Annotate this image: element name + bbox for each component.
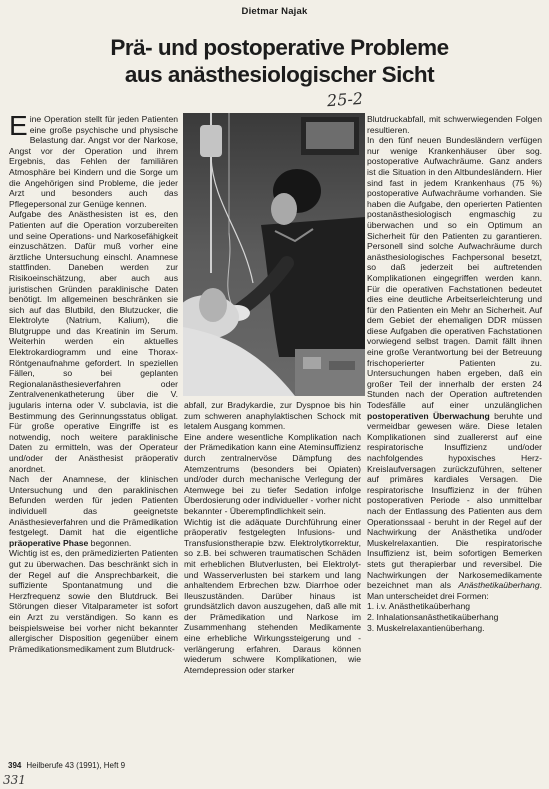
trolley-item <box>303 357 321 369</box>
nurse-face <box>271 193 297 225</box>
photo-nurse-with-patient <box>183 113 365 396</box>
middle-paragraph-1: abfall, zur Bradykardie, zur Dyspnoe bis hin zum schweren anaphylaktischen Schock mit letalem Ausgang kommen. <box>184 400 361 432</box>
right-paragraph-2-end: . Man unterscheidet drei Formen: <box>367 580 542 601</box>
right-paragraph-1: Blutdruckabfall, mit schwerwiegenden Folgen resultieren. <box>367 114 542 135</box>
handwritten-annotation-top: 25-2 <box>326 88 364 111</box>
author-name: Dietmar Najak <box>241 6 308 17</box>
monitor-screen <box>306 122 354 149</box>
bold-phrase-postoperative-monitoring: postoperativen Überwachung <box>367 410 490 421</box>
left-paragraph-1: Eine Operation stellt für jeden Patienten eine große psychische und physische Belastung dar. Angst vor der Narkose, Angst vor der Operation und ihrem Ergebnis, das Fehlen der familiären Atmosphäre bei Kindern und die Sorge um die Angehörigen sind Probleme, die jeder Arzt und besonders auch das Pflegepersonal zur Genüge kennen. <box>9 110 178 209</box>
page-number: 394 <box>8 761 22 770</box>
left-paragraph-3-text: Nach der Anamnese, der klinischen Untersuchung und den paraklinischen Befunden werden für jeden Patienten individuell das geeignetste Anästhesieverfahren und die Prämedikation festgelegt. Damit hat die eigentliche <box>9 474 178 538</box>
page-footer <box>8 761 125 771</box>
article-title-line-2: aus anästhesiologischer Sicht <box>124 62 435 87</box>
italic-term-anaesthetic-overhang: Anästhetikaüberhang <box>458 580 540 591</box>
article-title <box>0 34 549 88</box>
left-paragraph-2: Aufgabe des Anästhesisten ist es, den Patienten auf die Operation vorzubereiten und seine Operations- und Narkosefähigkeit einzuschätzen. Dafür muß vorher eine ärztliche Untersuchung einschl. Anamnese stattfinden. Daneben werden zur Risikoeinschätzung, aber auch aus juristischen Gründen paraklinische Daten benötigt. Im allgemeinen beschränken sie sich auf das Blutbild, den Blutzucker, die Elektrolyte (Natrium, Kalium), die Blutgruppe und das Kreatinin im Serum. Weiterhin werden ein aktuelles Elektrokardiogramm und eine Thorax-Röntgenaufnahme gefordert. In speziellen Fällen, so bei geplanten Regionalanästhesieverfahren oder Zentralvenenkatheterung über die V. jugularis interna oder V. subclavia, ist die Bestimmung des Gerinnungsstatus obligat. Für große operative Eingriffe ist es notwendig, noch weitere paraklinische Daten zu ermitteln, was der Operateur und/oder der Anästhesist präoperativ anordnet. <box>9 209 178 474</box>
right-paragraph-2 <box>367 135 542 601</box>
article-photo <box>183 113 365 396</box>
left-paragraph-4: Wichtig ist es, den prämedizierten Patienten gut zu überwachen. Das beschränkt sich in der Regel auf die Ansprechbarkeit, die suffiziente Spontanatmung und die Herzfrequenz sowie den Blutdruck. Bei Störungen dieser Vitalparameter ist sofort ein Arzt zu verständigen. So kann es beispielsweise bei vorher nicht bekannter allergischer Disposition gegenüber einem Prämedikationsmedikament zum Blutdruck- <box>9 548 178 654</box>
patient-head <box>199 288 227 322</box>
list-item: 3. Muskelrelaxantienüberhang. <box>367 622 485 633</box>
handwritten-annotation-bottom: 331 <box>3 773 26 787</box>
trolley-item-secondary <box>329 361 355 370</box>
left-paragraph-3 <box>9 474 178 548</box>
middle-paragraph-2: Eine andere wesentliche Komplikation nach der Prämedikation kann eine Ateminsuffizienz durch zentralnervöse Dämpfung des Atemzentrums (besonders bei Opiaten) und/oder durch mechanische Verlegung der Atemwege bei zu tiefer Sedation infolge Überdosierung oder individueller - vorher nicht bekannter - Überempfindlichkeit sein. <box>184 431 361 516</box>
list-item: 1. i.v. Anästhetikaüberhang <box>367 601 471 612</box>
journal-citation: Heilberufe 43 (1991), Heft 9 <box>26 761 126 770</box>
text-column-left <box>9 110 178 654</box>
text-column-right <box>367 114 542 633</box>
left-paragraph-3-end: begonnen. <box>88 537 132 548</box>
middle-paragraph-3: Wichtig ist die adäquate Durchführung einer präoperativ festgelegten Infusions- und Transfusionstherapie bzw. Elektrolytkorrektur, so z.B. bei schweren traumatischen Schäden mit erheblichen Blutverlusten, bei Elektrolyt- und Wasserverlusten bei starkem und lang anhaltendem Erbrechen bzw. Diarrhoe oder Ileuszuständen. Darüber hinaus ist grundsätzlich davon auszugehen, daß alle mit der Prämedikation und Narkose im Zusammenhang stehenden Medikamente eine erhebliche Wirkungssteigerung und -verlängerung erfahren. Daraus können wiederum schwere Komplikationen, wie Atemdepression oder starker <box>184 516 361 675</box>
article-title-line-1: Prä- und postoperative Probleme <box>110 35 449 60</box>
right-paragraph-2-continued: beruhte und vermeidbar gewesen wäre. Diese letalen Komplikationen sind zuallererst auf eine respiratorische Insuffizienz und/oder nachfolgendes hypoxisches Herz-Kreislaufversagen zurückzuführen, seltener auf primäres kardiales Versagen. Die respiratorische Insuffizienz in der frühen postoperativen Periode - also unmittelbar nach der Entlassung des Patienten aus dem Operationssaal - beruht in der Regel auf der Nachwirkung der Anästhetika und/oder Muskelrelaxantien. Die respiratorische Insuffizienz ist, beim sofortigen Bemerken stets gut therapierbar und reversibel. Die Nachwirkungen der Narkosemedikamente bezeichnet man als <box>367 410 543 591</box>
bold-phrase-preoperative-phase: präoperative Phase <box>9 537 89 548</box>
iv-bag <box>200 125 222 157</box>
right-paragraph-2-text: In den fünf neuen Bundesländern verfügen nur wenige Krankenhäuser über sog. postoperative Aufwachräume. Ganz anders ist die Situation in den Altbundesländern. Hier sind fast in jedem Krankenhaus (75 %) postoperative Aufwachräume vorhanden. Sie haben die Aufgabe, den operierten Patienten postanästhesiologisch engmaschig zu überwachen und so ein Optimum an Sicherheit für den Patienten zu garantieren. Personell sind solche Aufwachräume durch anästhesiologisches Fachpersonal besetzt, so daß jederzeit bei auftretenden Komplikationen eingegriffen werden kann. Für die operativen Fachstationen bedeutet dies eine deutliche Arbeitserleichterung und für den Patienten ein Mehr an Sicherheit. Auf dem Gebiet der ehemaligen DDR müssen diese Aufgaben die operativen Fachstationen vorwiegend selbst tragen. Damit fällt ihnen eine große Verantwortung bei der Betreuung frischoperierter Patienten zu. Untersuchungen haben ergeben, daß ein großer Teil der innerhalb der ersten 24 Stunden nach der Operation auftretenden Todesfälle auf einer unzulänglichen <box>367 135 542 411</box>
equipment-trolley <box>295 349 365 396</box>
text-column-middle <box>184 400 361 675</box>
list-item: 2. Inhalationsanästhetikaüberhang <box>367 611 499 622</box>
